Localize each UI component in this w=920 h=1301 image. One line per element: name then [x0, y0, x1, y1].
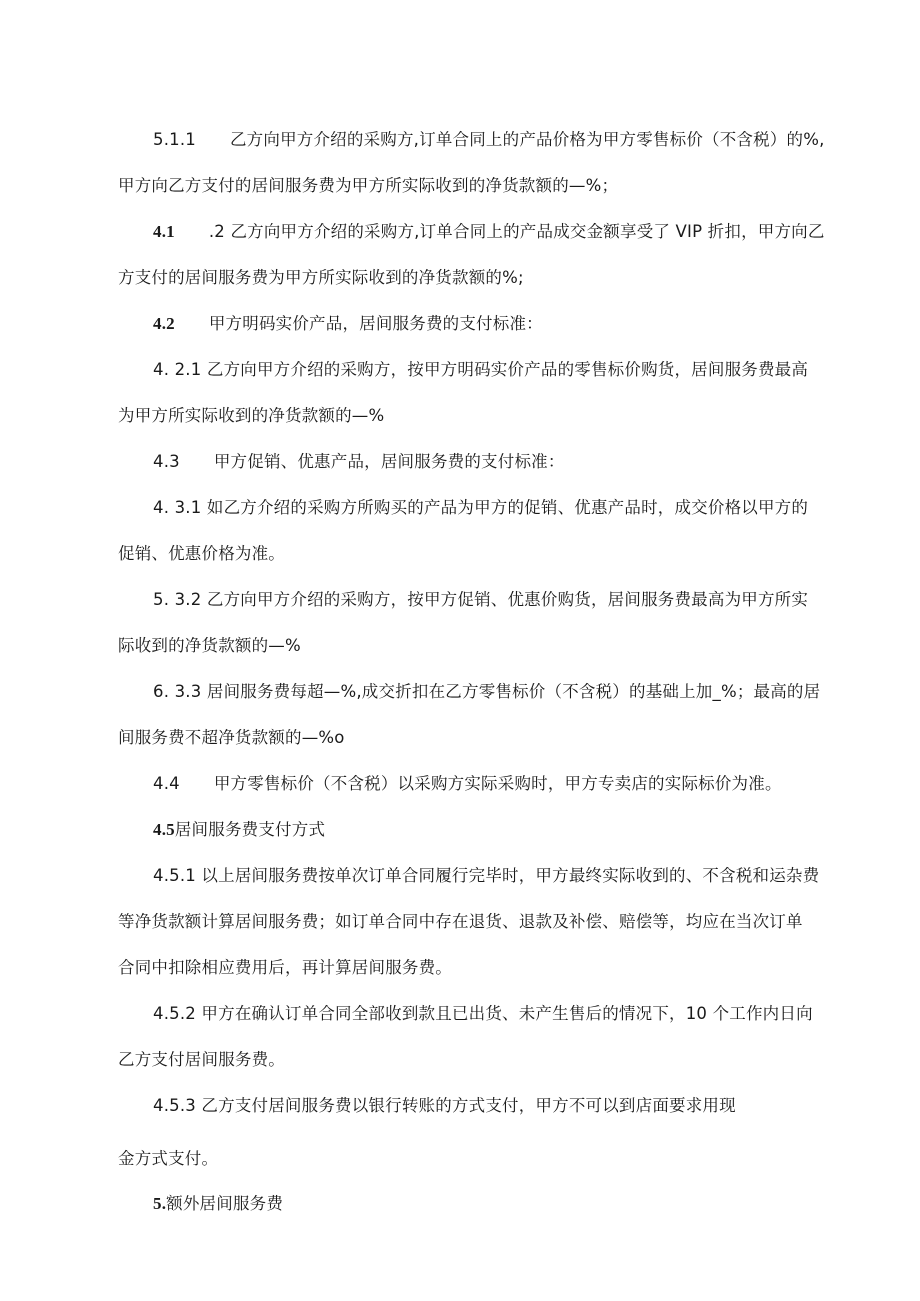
clause-4-3-1-line-1: 4. 3.1 如乙方介绍的采购方所购买的产品为甲方的促销、优惠产品时，成交价格以甲方的	[153, 498, 809, 517]
clause-4-2-1-line-1: 4. 2.1 乙方向甲方介绍的采购方，按甲方明码实价产品的零售标价购货，居间服务费最高	[153, 360, 809, 379]
clause-4-5-1-line-1: 4.5.1 以上居间服务费按单次订单合同履行完毕时，甲方最终实际收到的、不含税和运杂费	[153, 866, 820, 885]
clause-number: 4.1	[153, 222, 175, 241]
clause-4-2-1-line-2: 为甲方所实际收到的净货款额的—%	[118, 406, 385, 425]
clause-number: 4.4	[153, 774, 180, 793]
clause-3-3-line-2: 间服务费不超净货款额的—%o	[118, 728, 345, 747]
clause-number: 5.1.1	[153, 130, 196, 149]
clause-3-2-line-1: 5. 3.2 乙方向甲方介绍的采购方，按甲方促销、优惠价购货，居间服务费最高为甲方所实	[153, 590, 809, 609]
clause-number: 4.5	[153, 820, 175, 839]
clause-4-5-2-line-2: 乙方支付居间服务费。	[118, 1050, 285, 1069]
clause-4-5-1-line-2: 等净货款额计算居间服务费；如订单合同中存在退货、退款及补偿、赔偿等，均应在当次订单	[118, 912, 803, 931]
clause-4-2-heading: 4.2 甲方明码实价产品，居间服务费的支付标准：	[153, 314, 543, 333]
clause-5-1-1-line-2: 甲方向乙方支付的居间服务费为甲方所实际收到的净货款额的—%；	[118, 176, 619, 195]
clause-4-1-2-line-2: 方支付的居间服务费为甲方所实际收到的净货款额的%;	[118, 268, 524, 287]
clause-4-5-heading: 4.5居间服务费支付方式	[153, 820, 326, 839]
clause-4-5-1-line-3: 合同中扣除相应费用后，再计算居间服务费。	[118, 958, 452, 977]
clause-4-3-heading: 4.3 甲方促销、优惠产品，居间服务费的支付标准：	[153, 452, 565, 471]
clause-number: 4.2	[153, 314, 175, 333]
clause-5-1-1-line-1: 5.1.1 乙方向甲方介绍的采购方,订单合同上的产品价格为甲方零售标价（不含税）的%,	[153, 130, 825, 149]
clause-4-1-2-line-1: 4.1 .2 乙方向甲方介绍的采购方,订单合同上的产品成交金额享受了 VIP 折扣，甲方向乙	[153, 222, 825, 241]
clause-number: 5.	[153, 1194, 167, 1213]
section-5-heading: 5.额外居间服务费	[153, 1194, 284, 1213]
clause-4-5-3-line-1: 4.5.3 乙方支付居间服务费以银行转账的方式支付，甲方不可以到店面要求用现	[153, 1096, 736, 1115]
clause-4-5-3-line-2: 金方式支付。	[118, 1149, 219, 1168]
clause-3-2-line-2: 际收到的净货款额的—%	[118, 636, 301, 655]
clause-4-5-2-line-1: 4.5.2 甲方在确认订单合同全部收到款且已出货、未产生售后的情况下，10 个工作内日向	[153, 1004, 813, 1023]
clause-4-4: 4.4 甲方零售标价（不含税）以采购方实际采购时，甲方专卖店的实际标价为准。	[153, 774, 782, 793]
clause-4-3-1-line-2: 促销、优惠价格为准。	[118, 544, 285, 563]
clause-3-3-line-1: 6. 3.3 居间服务费每超—%,成交折扣在乙方零售标价（不含税）的基础上加_%；最高的居	[153, 682, 821, 701]
clause-number: 4.3	[153, 452, 180, 471]
